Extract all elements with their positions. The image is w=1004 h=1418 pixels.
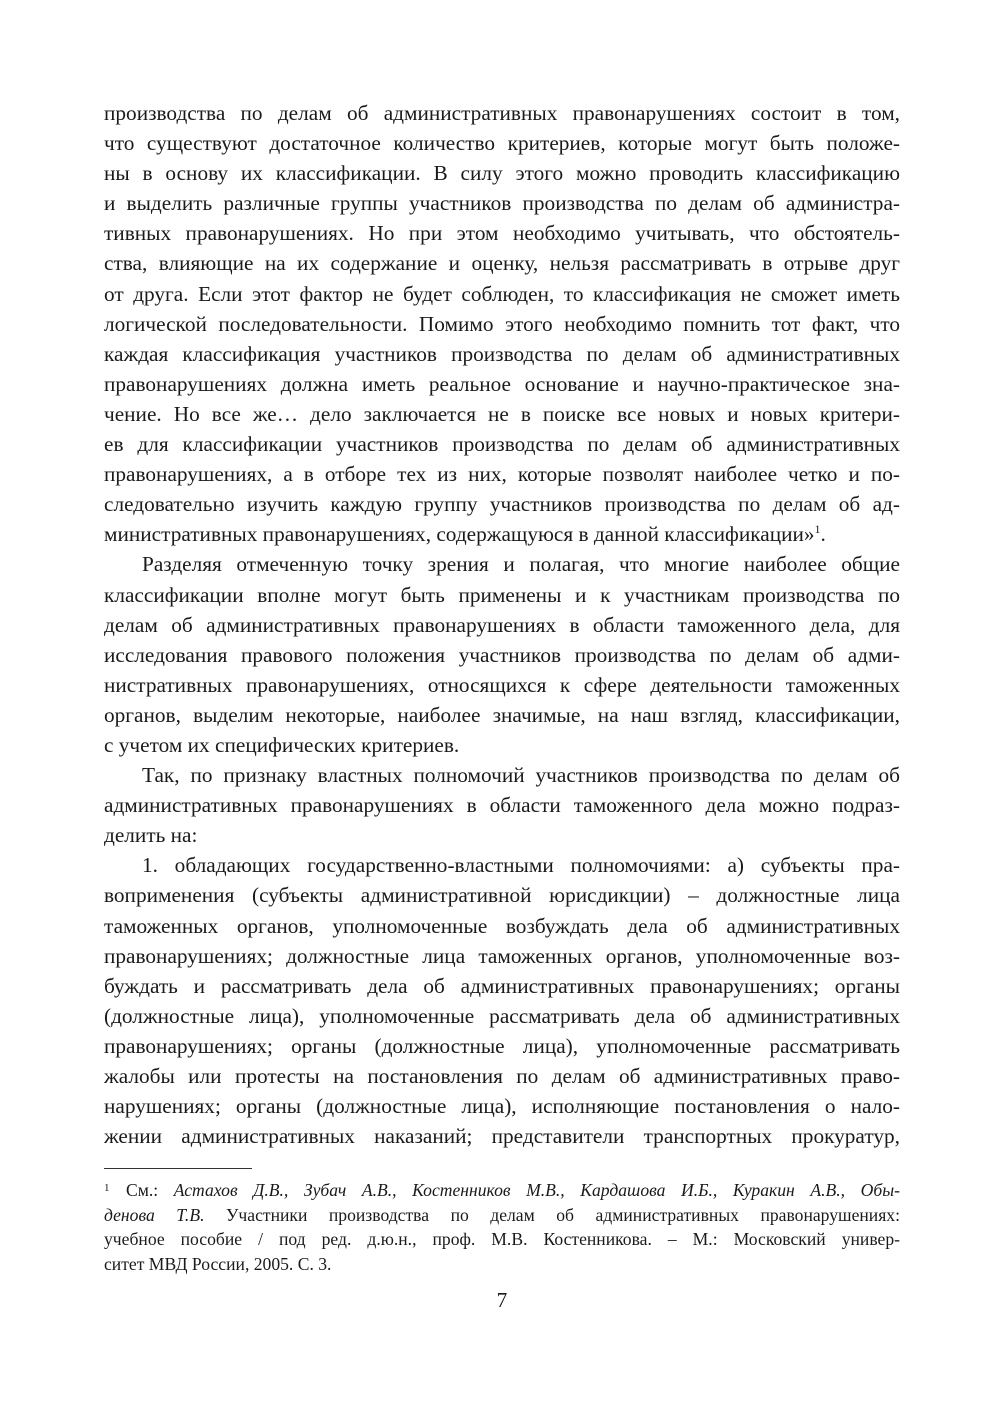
text-line: нистративных правонарушениях, относящихся к сфере деятельности таможенных — [104, 672, 900, 697]
text-line: жалобы или протесты на постановления по делам об административных право- — [104, 1064, 900, 1088]
text-line: воприменения (субъекты административной юрисдикции) – должностные лица — [104, 883, 900, 908]
paragraph-4 — [104, 850, 900, 1151]
text-line: что существуют достаточное количество критериев, которые могут быть положе- — [104, 131, 900, 156]
text-line: исследования правового положения участников производства по делам об адми- — [104, 642, 900, 667]
text-line: правонарушениях; органы (должностные лица), уполномоченные рассматривать — [104, 1033, 900, 1058]
text-fragment: министративных правонарушениях, содержащуюся в данной классификации» — [104, 522, 815, 547]
text-line: логической последовательности. Помимо этого необходимо помнить тот факт, что — [104, 311, 900, 336]
text-line: жении административных наказаний; представители транспортных прокуратур, — [104, 1124, 900, 1149]
text-line: делить на: — [104, 823, 198, 848]
footnote-line: ситет МВД России, 2005. С. 3. — [104, 1253, 332, 1274]
footnote-line — [104, 1178, 900, 1203]
footnote-divider — [104, 1168, 252, 1169]
text-line: органов, выделим некоторые, наиболее значимые, на наш взгляд, классификации, — [104, 702, 900, 727]
text-line: чение. Но все же… дело заключается не в поиске все новых и новых критери- — [104, 401, 900, 426]
text-line: правонарушениях, а в отборе тех из них, которые позволят наиболее четко и по- — [104, 462, 900, 487]
text-line: классификации вполне могут быть применены и к участникам производства по — [104, 582, 900, 607]
text-line: от друга. Если этот фактор не будет соблюден, то классификация не сможет иметь — [104, 281, 900, 306]
text-line: нарушениях; органы (должностные лица), исполняющие постановления о нало- — [104, 1094, 900, 1119]
text-line: Так, по признаку властных полномочий участников производства по делам об — [142, 763, 900, 788]
text-line: (должностные лица), уполномоченные рассматривать дела об административных — [104, 1003, 900, 1028]
footnote — [104, 1178, 900, 1276]
text-line: и выделить различные группы участников производства по делам об администра- — [104, 191, 900, 216]
text-line: правонарушениях должна иметь реальное основание и научно-практическое зна- — [104, 371, 900, 396]
footnote-prefix: См.: — [126, 1180, 174, 1200]
text-line: тивных правонарушениях. Но при этом необходимо учитывать, что обстоятель- — [104, 221, 900, 246]
paragraph-3 — [104, 760, 900, 850]
footnote-reference[interactable]: 1 — [814, 522, 821, 537]
text-line — [104, 519, 900, 549]
text-line: правонарушениях; должностные лица таможенных органов, уполномоченные воз- — [104, 943, 900, 968]
text-line: с учетом их специфических критериев. — [104, 732, 460, 757]
text-line: ства, влияющие на их содержание и оценку, нельзя рассматривать в отрыве друг — [104, 251, 900, 276]
footnote-title: Участники производства по делам об административных правонарушениях: — [204, 1204, 900, 1225]
text-line: делам об административных правонарушениях в области таможенного дела, для — [104, 612, 900, 637]
paragraph-1 — [104, 98, 900, 549]
text-line: Разделяя отмеченную точку зрения и полагая, что многие наиболее общие — [142, 552, 900, 577]
text-line: следовательно изучить каждую группу участников производства по делам об ад- — [104, 492, 900, 517]
text-line: таможенных органов, уполномоченные возбуждать дела об административных — [104, 913, 900, 938]
paragraph-2 — [104, 549, 900, 760]
text-line: административных правонарушениях в области таможенного дела можно подраз- — [104, 793, 900, 818]
text-line: каждая классификация участников производства по делам об административных — [104, 341, 900, 366]
footnote-authors: денова Т.В. — [104, 1204, 205, 1225]
footnote-mark: 1 — [104, 1182, 110, 1194]
page-body — [104, 98, 900, 1151]
page-number: 7 — [496, 1288, 508, 1312]
footnote-line: учебное пособие / под ред. д.ю.н., проф. М.В. Костенникова. – М.: Московский универ- — [104, 1229, 900, 1249]
text-line: ев для классификации участников производства по делам об административных — [104, 432, 900, 457]
text-line: ны в основу их классификации. В силу этого можно проводить классификацию — [104, 161, 900, 186]
footnote-authors: Астахов Д.В., Зубач А.В., Костенников М.В., Кардашова И.Б., Куракин А.В., Обы- — [173, 1180, 900, 1200]
footnote-line — [104, 1203, 900, 1228]
text-line: 1. обладающих государственно-властными полномочиями: а) субъекты пра- — [142, 853, 900, 878]
text-line: буждать и рассматривать дела об административных правонарушениях; органы — [104, 973, 900, 998]
text-fragment: . — [820, 522, 826, 547]
text-line: производства по делам об административных правонарушениях состоит в том, — [104, 101, 900, 125]
